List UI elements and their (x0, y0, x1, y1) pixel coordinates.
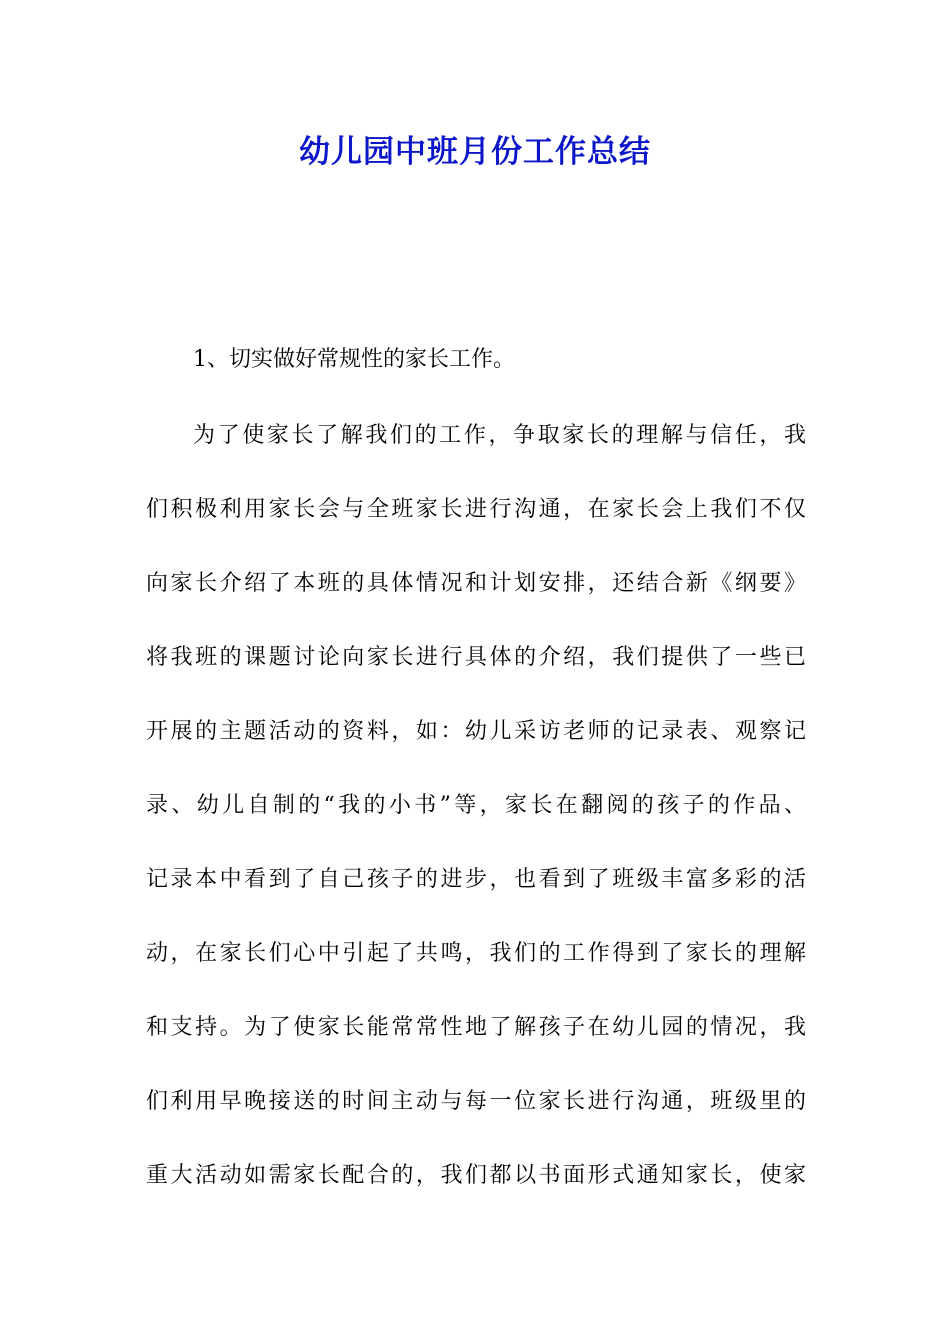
paragraph-line: 们积极利用家长会与全班家长进行沟通，在家长会上我们不仅 (146, 497, 806, 522)
body-paragraph (146, 416, 806, 1230)
paragraph-line: 和支持。为了使家长能常常性地了解孩子在幼儿园的情况，我 (146, 1015, 806, 1040)
section-heading: 1、切实做好常规性的家长工作。 (193, 347, 515, 372)
paragraph-line: 开展的主题活动的资料，如：幼儿采访老师的记录表、观察记 (146, 719, 806, 744)
paragraph-line: 为了使家长了解我们的工作，争取家长的理解与信任，我 (193, 423, 806, 448)
paragraph-line: 动，在家长们心中引起了共鸣，我们的工作得到了家长的理解 (146, 941, 806, 966)
paragraph-line: 录、幼儿自制的“我的小书”等，家长在翻阅的孩子的作品、 (146, 793, 806, 818)
document-title: 幼儿园中班月份工作总结 (299, 134, 651, 170)
paragraph-line: 重大活动如需家长配合的，我们都以书面形式通知家长，使家 (146, 1163, 806, 1188)
paragraph-line: 将我班的课题讨论向家长进行具体的介绍，我们提供了一些已 (146, 645, 806, 670)
paragraph-line: 们利用早晚接送的时间主动与每一位家长进行沟通，班级里的 (146, 1089, 806, 1114)
paragraph-line: 向家长介绍了本班的具体情况和计划安排，还结合新《纲要》 (146, 571, 806, 596)
paragraph-line: 记录本中看到了自己孩子的进步，也看到了班级丰富多彩的活 (146, 867, 806, 892)
